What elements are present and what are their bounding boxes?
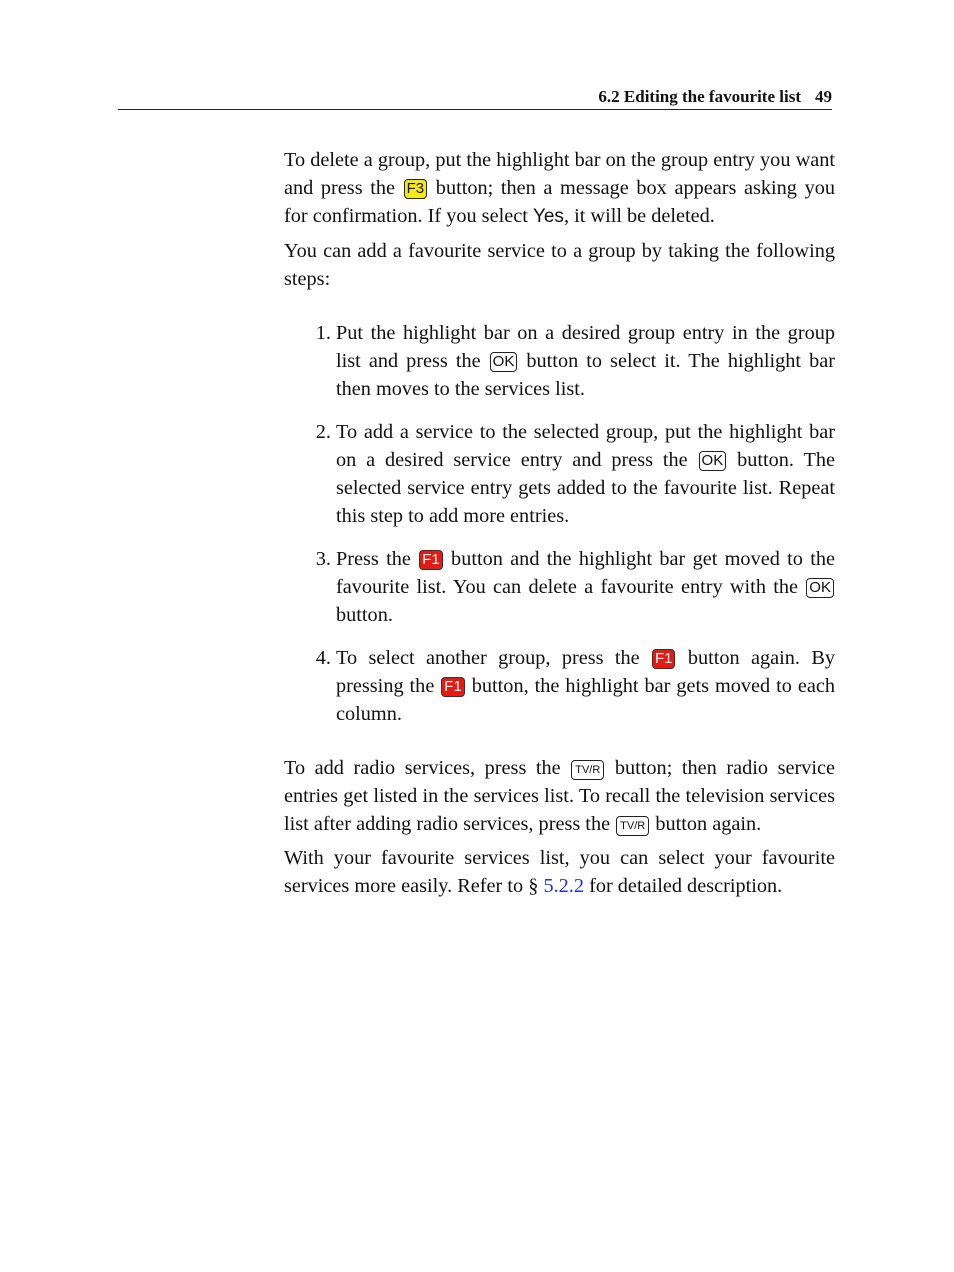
running-header [118,86,832,110]
steps-list [284,319,835,728]
paragraph-add-service-intro: You can add a favourite service to a group by taking the following steps: [284,240,835,290]
step-2: 2. To add a service to the selected group, put the highlight bar on a desired service entry and press the OK button. The selected service entry gets added to the favourite list. Repeat this step to add more entries. [336,418,835,530]
main-text [284,146,835,906]
paragraph-delete-group: To delete a group, put the highlight bar on the group entry you want and press the F3 button; then a message box appears asking you for confirmation. If you select Yes, it will be deleted. [284,149,835,227]
f1-key-icon: F1 [652,649,676,669]
yes-option: Yes [532,206,564,227]
ok-key-icon: OK [699,451,727,471]
ok-key-icon: OK [490,352,518,372]
section-reference-link[interactable]: 5.2.2 [543,875,584,897]
paragraph-radio-services: To add radio services, press the TV/R button; then radio service entries get listed in the services list. To recall the television services list after adding radio services, press the TV/R button again. [284,757,835,835]
step-1: 1. Put the highlight bar on a desired group entry in the group list and press the OK button to select it. The highlight bar then moves to the services list. [336,319,835,403]
tv-radio-key-icon: TV/R [571,760,604,780]
paragraph-favourite-list: With your favourite services list, you can select your favourite services more easily. Refer to § 5.2.2 for detailed description. [284,847,835,897]
tv-radio-key-icon: TV/R [616,816,649,836]
ok-key-icon: OK [806,578,834,598]
f3-key-icon: F3 [404,179,428,199]
section-title: 6.2 Editing the favourite list [598,87,801,106]
step-3: 3. Press the F1 button and the highlight bar get moved to the favourite list. You can delete a favourite entry with the OK button. [336,545,835,629]
f1-key-icon: F1 [419,550,443,570]
page-number: 49 [815,87,832,106]
f1-key-icon: F1 [441,677,465,697]
step-4: 4. To select another group, press the F1 button again. By pressing the F1 button, the highlight bar gets moved to each column. [336,644,835,728]
